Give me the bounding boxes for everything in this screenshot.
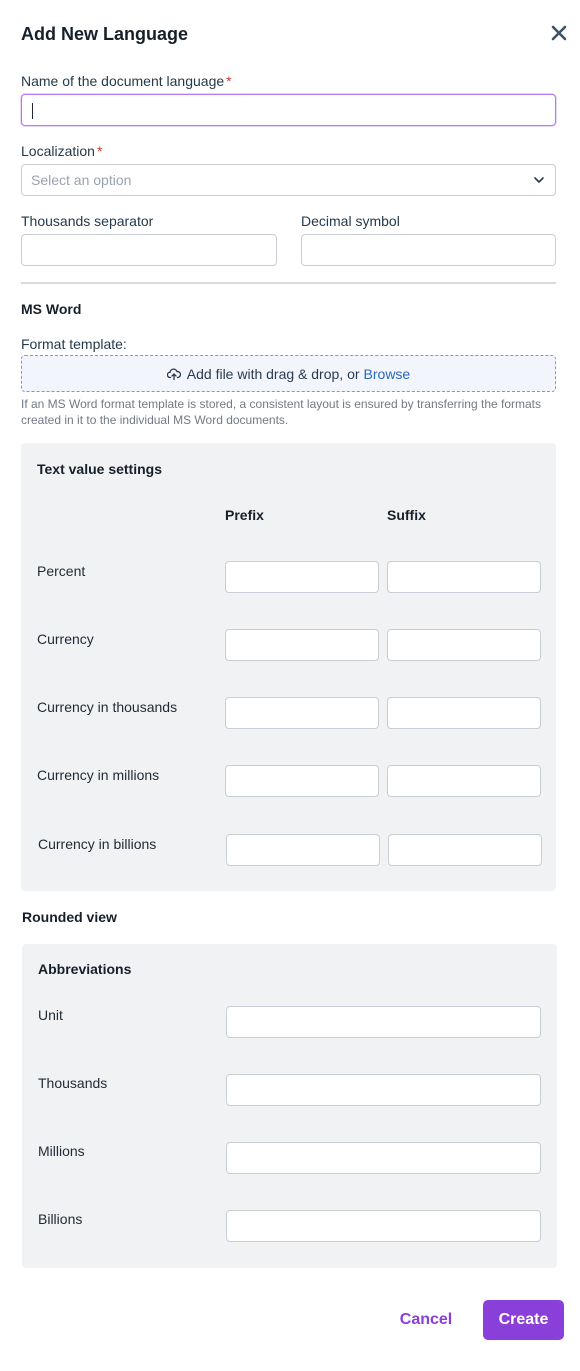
thousands-separator-label: Thousands separator [21, 213, 154, 229]
chevron-down-icon [533, 174, 545, 186]
text-value-settings-panel [21, 443, 556, 891]
format-template-hint: If an MS Word format template is stored, a consistent layout is ensured by transferring the formats created in it to the individual MS Word documents. [21, 397, 542, 427]
currency-label: Currency [37, 631, 94, 647]
millions-abbreviation-input[interactable] [226, 1142, 541, 1174]
close-icon [549, 22, 569, 44]
localization-label [21, 143, 102, 159]
percent-suffix-input[interactable] [387, 561, 541, 593]
name-label [21, 73, 232, 89]
billions-abbreviation-input[interactable] [226, 1210, 541, 1242]
currency-suffix-input[interactable] [387, 629, 541, 661]
currency-millions-prefix-input[interactable] [225, 765, 379, 797]
required-marker: * [226, 73, 232, 89]
suffix-column-header: Suffix [387, 507, 426, 523]
localization-select[interactable] [21, 164, 556, 196]
billions-label: Billions [38, 1211, 83, 1227]
text-caret [32, 103, 33, 119]
thousands-abbreviation-input[interactable] [226, 1074, 541, 1106]
format-template-label: Format template: [21, 336, 127, 352]
name-label-text: Name of the document language [21, 73, 225, 89]
create-button[interactable]: Create [483, 1300, 564, 1340]
file-dropzone[interactable] [21, 355, 556, 392]
browse-link[interactable]: Browse [363, 365, 411, 382]
percent-label: Percent [37, 563, 86, 579]
currency-thousands-suffix-input[interactable] [387, 697, 541, 729]
close-button[interactable] [549, 22, 569, 44]
currency-thousands-prefix-input[interactable] [225, 697, 379, 729]
currency-millions-label: Currency in millions [37, 767, 160, 783]
currency-millions-suffix-input[interactable] [387, 765, 541, 797]
upload-icon [167, 367, 181, 381]
currency-prefix-input[interactable] [225, 629, 379, 661]
prefix-column-header: Prefix [225, 507, 264, 523]
percent-prefix-input[interactable] [225, 561, 379, 593]
dialog-title: Add New Language [21, 24, 189, 44]
currency-billions-suffix-input[interactable] [388, 834, 542, 866]
unit-label: Unit [38, 1007, 63, 1023]
rounded-view-title: Rounded view [22, 909, 117, 925]
abbreviations-title: Abbreviations [38, 961, 132, 977]
currency-billions-prefix-input[interactable] [226, 834, 380, 866]
thousands-separator-input[interactable] [21, 234, 277, 266]
thousands-label: Thousands [38, 1075, 108, 1091]
millions-label: Millions [38, 1143, 85, 1159]
currency-thousands-label: Currency in thousands [37, 699, 178, 715]
abbreviations-panel [22, 944, 557, 1268]
localization-placeholder: Select an option [31, 172, 132, 188]
decimal-symbol-input[interactable] [301, 234, 556, 266]
cancel-button[interactable]: Cancel [399, 1311, 453, 1328]
ms-word-section-title: MS Word [21, 301, 82, 317]
section-divider [21, 282, 556, 284]
currency-billions-label: Currency in billions [38, 836, 157, 852]
decimal-symbol-label: Decimal symbol [301, 213, 400, 229]
document-language-name-input[interactable] [21, 94, 556, 126]
unit-abbreviation-input[interactable] [226, 1006, 541, 1038]
localization-label-text: Localization [21, 143, 95, 159]
dropzone-text: Add file with drag & drop, or [186, 365, 360, 382]
text-value-settings-title: Text value settings [37, 461, 163, 477]
required-marker: * [96, 143, 103, 159]
